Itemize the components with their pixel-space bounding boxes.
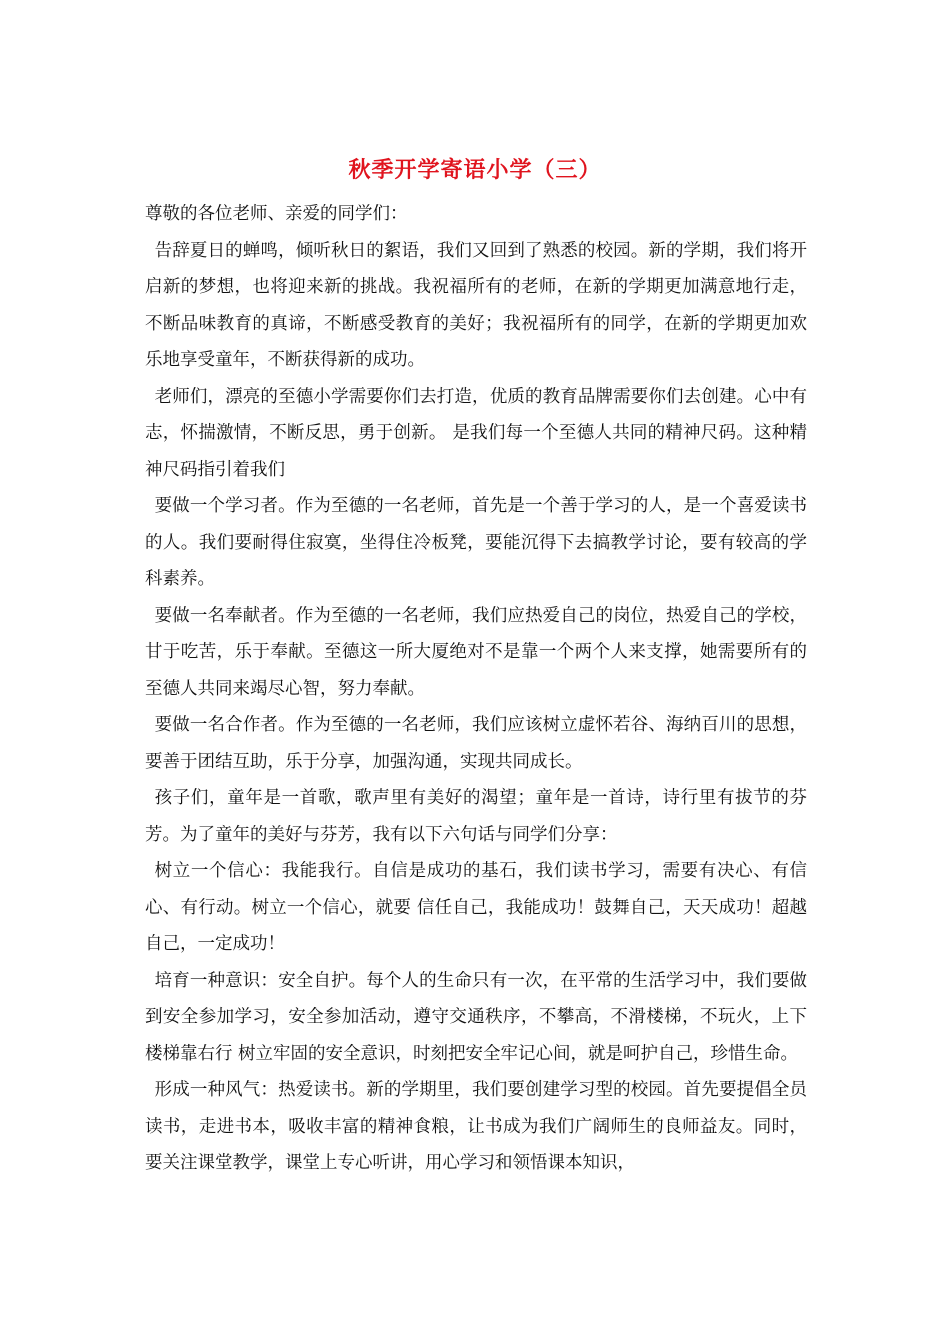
paragraph: 树立一个信心：我能我行。自信是成功的基石，我们读书学习，需要有决心、有信心、有行动。树立一个信心，就要 信任自己，我能成功！鼓舞自己，天天成功！超越自己，一定成功！ [145,861,807,954]
paragraph: 孩子们，童年是一首歌，歌声里有美好的渴望；童年是一首诗，诗行里有拔节的芬芳。为了童年的美好与芬芳，我有以下六句话与同学们分享： [145,788,807,845]
paragraph: 告辞夏日的蝉鸣，倾听秋日的絮语，我们又回到了熟悉的校园。新的学期，我们将开启新的梦想，也将迎来新的挑战。我祝福所有的老师，在新的学期更加满意地行走，不断品味教育的真谛，不断感受教育的美好；我祝福所有的同学，在新的学期更加欢乐地享受童年，不断获得新的成功。 [145,240,807,370]
paragraph: 培育一种意识：安全自护。每个人的生命只有一次，在平常的生活学习中，我们要做到安全参加学习，安全参加活动，遵守交通秩序，不攀高，不滑楼梯，不玩火，上下楼梯靠右行 树立牢固的安全意识，时刻把安全牢记心间，就是呵护自己，珍惜生命。 [145,970,807,1064]
paragraph: 要做一名合作者。作为至德的一名老师，我们应该树立虚怀若谷、海纳百川的思想，要善于团结互助，乐于分享，加强沟通，实现共同成长。 [145,715,807,772]
paragraph: 要做一名奉献者。作为至德的一名老师，我们应热爱自己的岗位，热爱自己的学校，甘于吃苦，乐于奉献。至德这一所大厦绝对不是靠一个两个人来支撑，她需要所有的至德人共同来竭尽心智，努力奉献。 [145,605,807,699]
document-title: 秋季开学寄语小学（三） [348,157,602,183]
paragraph: 形成一种风气：热爱读书。新的学期里，我们要创建学习型的校园。首先要提倡全员读书，走进书本，吸收丰富的精神食粮，让书成为我们广阔师生的良师益友。同时，要关注课堂教学，课堂上专心听讲，用心学习和领悟课本知识， [145,1080,807,1173]
paragraph: 老师们，漂亮的至德小学需要你们去打造，优质的教育品牌需要你们去创建。心中有志，怀揣激情，不断反思，勇于创新。 是我们每一个至德人共同的精神尺码。这种精神尺码指引着我们 [145,386,807,480]
document-body [145,196,807,1182]
salutation: 尊敬的各位老师、亲爱的同学们： [145,204,408,224]
paragraph: 要做一个学习者。作为至德的一名老师，首先是一个善于学习的人，是一个喜爱读书的人。我们要耐得住寂寞，坐得住冷板凳，要能沉得下去搞教学讨论，要有较高的学科素养。 [145,496,807,589]
